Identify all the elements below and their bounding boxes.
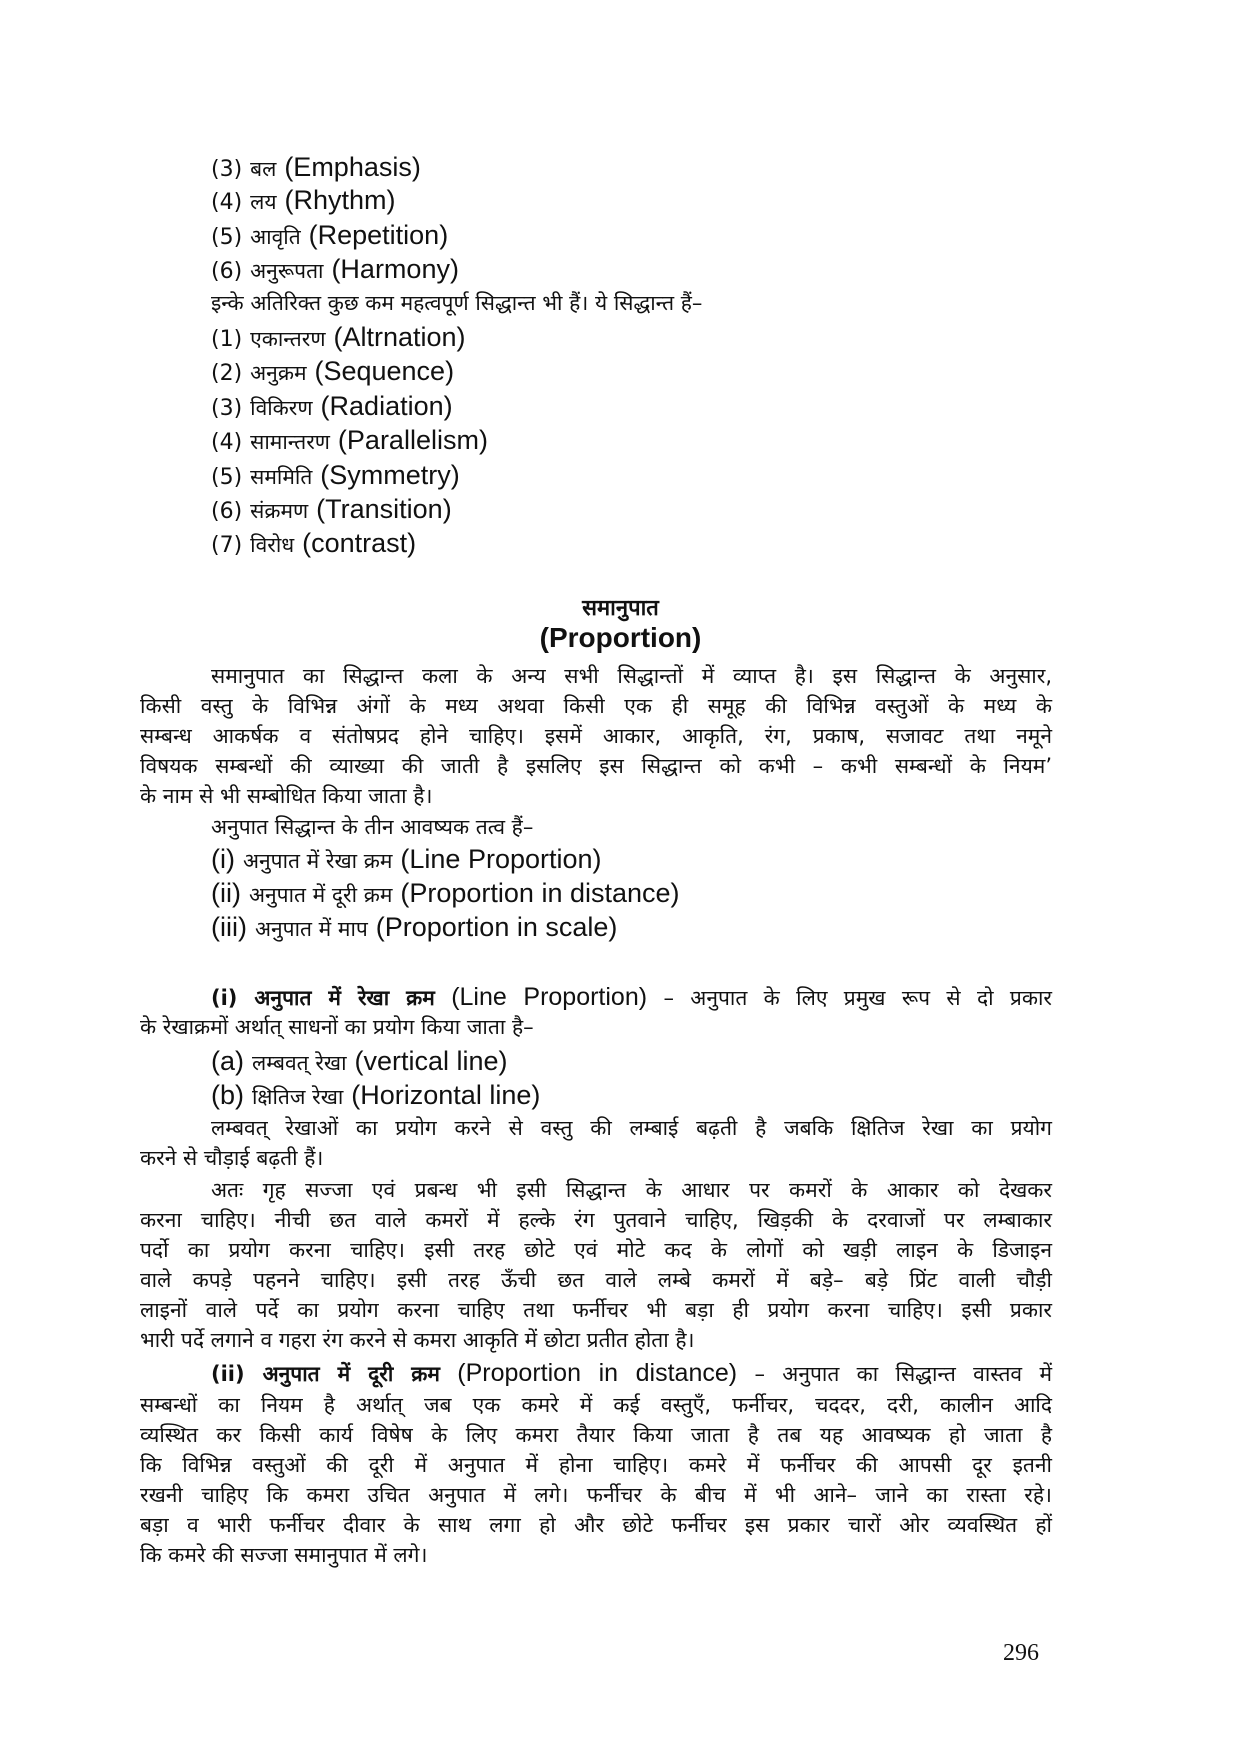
paragraph-line: लाइनों वाले पर्दे का प्रयोग करना चाहिए तथा फर्नीचर भी बड़ा ही प्रयोग करना चाहिए। इसी प्रकार [140,1298,1052,1322]
paragraph-line: सम्बन्ध आकर्षक व संतोषप्रद होने चाहिए। इसमें आकार, आकृति, रंग, प्रकाष, सजावट तथा नमूने [140,724,1052,748]
list-item: (4) सामान्तरण (Parallelism) [211,425,488,455]
list-item: (3) विकिरण (Radiation) [211,391,453,421]
paragraph-line: किसी वस्तु के विभिन्न अंगों के मध्य अथवा किसी एक ही समूह की विभिन्न वस्तुओं के मध्य के [140,694,1052,718]
list-item: (3) बल (Emphasis) [211,152,421,182]
list-item: (i) अनुपात में रेखा क्रम (Line Proportion) [211,844,602,874]
section-i-line-1: (i) अनुपात में रेखा क्रम (Line Proportion) – अनुपात के लिए प्रमुख रूप से दो प्रकार [211,983,1052,1011]
list-item: (b) क्षितिज रेखा (Horizontal line) [211,1080,541,1110]
paragraph-line: पर्दो का प्रयोग करना चाहिए। इसी तरह छोटे एवं मोटे कद के लोगों को खड़ी लाइन के डिजाइन [140,1238,1052,1262]
section-i-title-english: (Line Proportion) [451,983,648,1011]
list-item: (iii) अनुपात में माप (Proportion in scale) [211,912,618,942]
paragraph-line: करने से चौड़ाई बढ़ती हैं। [140,1146,324,1170]
list-item: (5) सममिति (Symmetry) [211,460,460,490]
section-ii-line-1: (ii) अनुपात में दूरी क्रम (Proportion in distance) – अनुपात का सिद्धान्त वास्तव में [211,1359,1053,1387]
section-heading-english: (Proportion) [539,622,702,653]
paragraph-line: कि कमरे की सज्जा समानुपात में लगे। [140,1543,428,1567]
list-item: (a) लम्बवत् रेखा (vertical line) [211,1046,508,1076]
list-item: (5) आवृति (Repetition) [211,220,449,250]
list-item: (6) संक्रमण (Transition) [211,494,452,524]
paragraph-line: के रेखाक्रमों अर्थात् साधनों का प्रयोग किया जाता है– [140,1015,534,1039]
paragraph-line: समानुपात का सिद्धान्त कला के अन्य सभी सिद्धान्तों में व्याप्त है। इस सिद्धान्त के अनुसार, [211,664,1052,688]
list-item: (6) अनुरूपता (Harmony) [211,254,459,284]
paragraph-line: विषयक सम्बन्धों की व्याख्या की जाती है इसलिए इस सिद्धान्त को कभी – कभी सम्बन्धों के नियम’ [140,754,1052,778]
paragraph-line: कि विभिन्न वस्तुओं की दूरी में अनुपात में होना चाहिए। कमरे में फर्नीचर की आपसी दूर इतनी [140,1453,1052,1477]
paragraph-line: अतः गृह सज्जा एवं प्रबन्ध भी इसी सिद्धान्त के आधार पर कमरों के आकार को देखकर [211,1178,1052,1202]
list-item: (2) अनुक्रम (Sequence) [211,356,455,386]
section-ii-title-hindi: (ii) अनुपात में दूरी क्रम [211,1362,440,1386]
section-i-title-hindi: (i) अनुपात में रेखा क्रम [211,986,435,1010]
paragraph-line: भारी पर्दे लगाने व गहरा रंग करने से कमरा आकृति में छोटा प्रतीत होता है। [140,1328,695,1352]
paragraph-line: करना चाहिए। नीची छत वाले कमरों में हल्के रंग पुतवाने चाहिए, खिड़की के दरवाजों पर लम्बाकार [140,1208,1052,1232]
list-item: (ii) अनुपात में दूरी क्रम (Proportion in distance) [211,878,680,908]
section-heading-hindi: समानुपात [582,596,659,621]
list-item: (4) लय (Rhythm) [211,185,396,215]
intro-minor-principles: इन्के अतिरिक्त कुछ कम महत्वपूर्ण सिद्धान्त भी हैं। ये सिद्धान्त हैं– [211,291,703,315]
paragraph-line: सम्बन्धों का नियम है अर्थात् जब एक कमरे में कई वस्तुएँ, फर्नीचर, चददर, दरी, कालीन आदि [140,1393,1052,1417]
paragraph-line: लम्बवत् रेखाओं का प्रयोग करने से वस्तु की लम्बाई बढ़ती है जबकि क्षितिज रेखा का प्रयोग [211,1116,1052,1140]
list-item: (7) विरोध (contrast) [211,528,417,558]
paragraph-line: के नाम से भी सम्बोधित किया जाता है। [140,784,433,808]
page-number: 296 [1003,1640,1039,1666]
paragraph-line: व्यस्थित कर किसी कार्य विषेष के लिए कमरा तैयार किया जाता है तब यह आवष्यक हो जाता है [140,1423,1052,1447]
three-elements-intro: अनुपात सिद्धान्त के तीन आवष्यक तत्व हैं– [211,815,534,839]
list-item: (1) एकान्तरण (Altrnation) [211,322,466,352]
paragraph-line: वाले कपड़े पहनने चाहिए। इसी तरह ऊँची छत वाले लम्बे कमरों में बड़े– बड़े प्रिंट वाली चौड़ी [140,1268,1052,1292]
paragraph-line: बड़ा व भारी फर्नीचर दीवार के साथ लगा हो और छोटे फर्नीचर इस प्रकार चारों ओर व्यवस्थित हों [140,1513,1052,1537]
paragraph-line: रखनी चाहिए कि कमरा उचित अनुपात में लगे। फर्नीचर के बीच में भी आने– जाने का रास्ता रहे। [140,1483,1052,1507]
section-ii-title-english: (Proportion in distance) [457,1359,738,1387]
